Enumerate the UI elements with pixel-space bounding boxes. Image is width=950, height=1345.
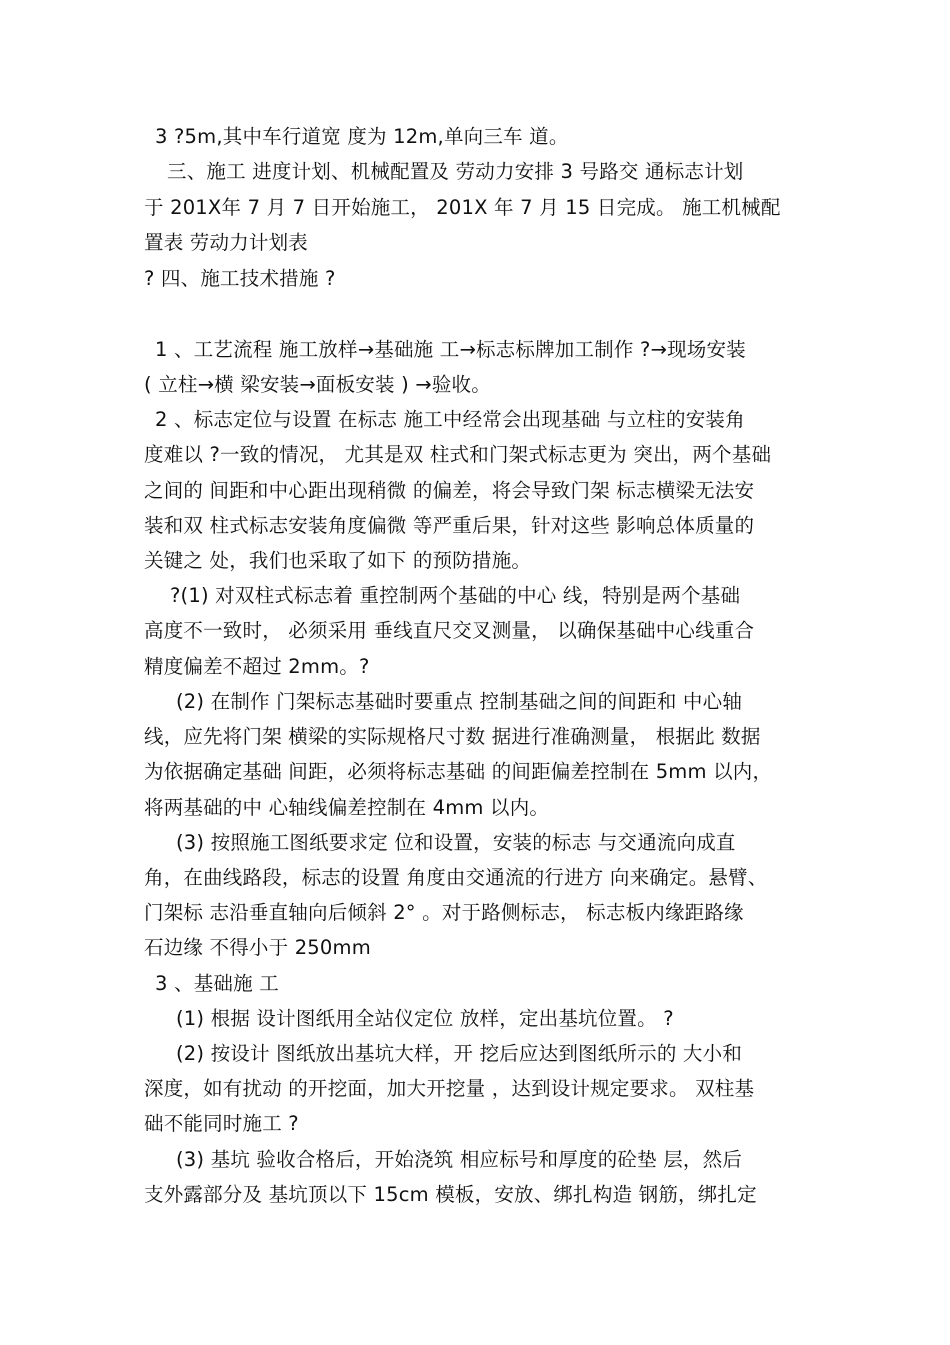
text-line: 置表 劳动力计划表 xyxy=(144,231,308,254)
text-line: 精度偏差不超过 2mm。? xyxy=(144,655,370,678)
list-item-1: ?(1) 对双柱式标志着 重控制两个基础的中心 线，特别是两个基础 xyxy=(170,584,741,607)
text-line: 度难以 ?一致的情况， 尤其是双 柱式和门架式标志更为 突出，两个基础 xyxy=(144,443,772,466)
text-line: 为依据确定基础 间距，必须将标志基础 的间距偏差控制在 5mm 以内， xyxy=(144,760,773,783)
text-line: 角，在曲线路段，标志的设置 角度由交通流的行进方 向来确定。悬臂、 xyxy=(144,866,768,889)
list-item-2: (2) 按设计 图纸放出基坑大样，开 挖后应达到图纸所示的 大小和 xyxy=(176,1042,743,1065)
text-line: 础不能同时施工 ? xyxy=(144,1112,299,1135)
subsection-heading-positioning: 2 、标志定位与设置 在标志 施工中经常会出现基础 与立柱的安装角 xyxy=(155,408,745,431)
text-line: 高度不一致时， 必须采用 垂线直尺交叉测量， 以确保基础中心线重合 xyxy=(144,619,755,642)
text-line: 之间的 间距和中心距出现稍微 的偏差，将会导致门架 标志横梁无法安 xyxy=(144,479,755,502)
list-item-3: (3) 基坑 验收合格后，开始浇筑 相应标号和厚度的砼垫 层，然后 xyxy=(176,1148,743,1171)
list-item-1: (1) 根据 设计图纸用全站仪定位 放样，定出基坑位置。 ? xyxy=(176,1007,674,1030)
text-line: 装和双 柱式标志安装角度偏微 等严重后果，针对这些 影响总体质量的 xyxy=(144,514,755,537)
text-line: 石边缘 不得小于 250mm xyxy=(144,936,371,959)
subsection-heading-foundation: 3 、基础施 工 xyxy=(155,972,279,995)
text-line: 于 201X年 7 月 7 日开始施工， 201X 年 7 月 15 日完成。 施工机械配 xyxy=(144,196,781,219)
text-line: 线，应先将门架 横梁的实际规格尺寸数 据进行准确测量， 根据此 数据 xyxy=(144,725,761,748)
list-item-2: (2) 在制作 门架标志基础时要重点 控制基础之间的间距和 中心轴 xyxy=(176,690,743,713)
text-line: 支外露部分及 基坑顶以下 15cm 模板，安放、绑扎构造 钢筋，绑扎定 xyxy=(144,1183,757,1206)
text-line: 3 ?5m,其中车行道宽 度为 12m,单向三车 道。 xyxy=(155,125,569,148)
text-line: 关键之 处，我们也采取了如下 的预防措施。 xyxy=(144,549,532,572)
text-line: 将两基础的中 心轴线偏差控制在 4mm 以内。 xyxy=(144,796,550,819)
text-line: 门架标 志沿垂直轴向后倾斜 2° 。对于路侧标志， 标志板内缘距路缘 xyxy=(144,901,744,924)
section-heading-schedule: 三、施工 进度计划、机械配置及 劳动力安排 3 号路交 通标志计划 xyxy=(167,160,744,183)
subsection-heading-process-flow: 1 、工艺流程 施工放样→基础施 工→标志标牌加工制作 ?→现场安装 xyxy=(155,338,746,361)
section-heading-technical-measures: ? 四、施工技术措施 ? xyxy=(144,267,336,290)
text-line: 深度，如有扰动 的开挖面，加大开挖量 ，达到设计规定要求。 双柱基 xyxy=(144,1077,755,1100)
list-item-3: (3) 按照施工图纸要求定 位和设置，安装的标志 与交通流向成直 xyxy=(176,831,736,854)
text-line: ( 立柱→横 梁安装→面板安装 ) →验收。 xyxy=(144,373,491,396)
